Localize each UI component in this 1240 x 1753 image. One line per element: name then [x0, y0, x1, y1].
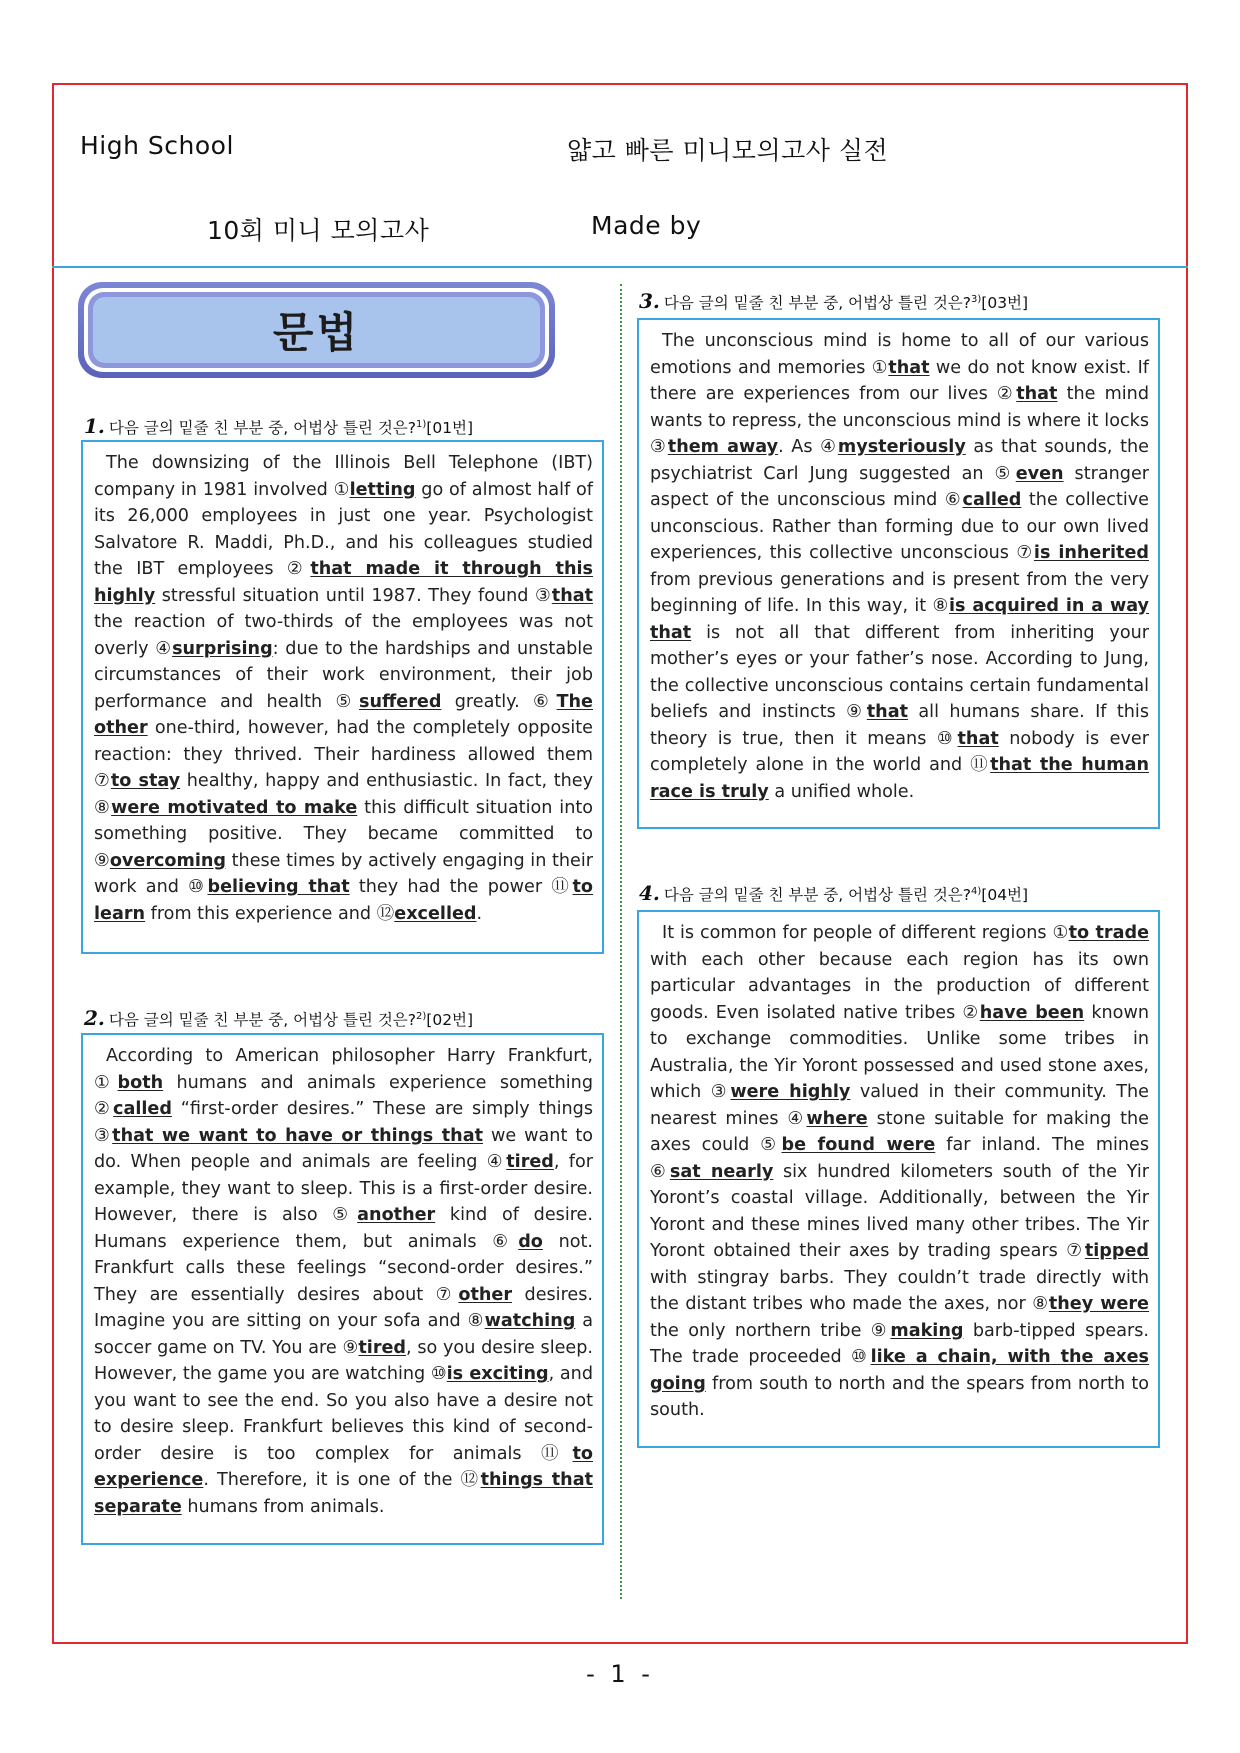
passage-text: humans from animals.: [181, 1496, 385, 1517]
underlined-choice: were highly: [730, 1082, 851, 1102]
made-by-label: Made by: [591, 211, 702, 240]
passage-text: , so you desire sleep. However, the game you are watching ⑩: [94, 1337, 594, 1384]
underlined-choice: letting: [349, 479, 416, 500]
page-number: - 1 -: [586, 1660, 654, 1688]
underlined-choice: that: [888, 357, 930, 378]
school-label: High School: [80, 131, 234, 160]
underlined-choice: were motivated to make: [111, 797, 358, 818]
passage-text: not. Frankfurt calls these feelings “second-order desires.” They are essentially desires about ⑦: [94, 1231, 594, 1305]
passage-text: six hundred kilometers south of the Yir Yoront’s coastal village. Additionally, between the Yir Yoront and these mines lived many other tribes. The Yir Yoront obtained their axes by trading spears ⑦: [650, 1161, 1149, 1261]
underlined-choice: tired: [506, 1152, 554, 1172]
passage-text: “first-order desires.” These are simply things ③: [94, 1099, 593, 1146]
question-4-passage: [650, 920, 1149, 1424]
passage-text: , for example, they want to sleep. This is a first-order desire. However, there is also ⑤: [94, 1152, 593, 1225]
underlined-choice: that made it through this highly: [94, 559, 593, 606]
question-1-passage: [94, 450, 593, 927]
underlined-choice: that we want to have or things that: [112, 1125, 483, 1146]
section-badge: [78, 282, 555, 378]
passage-text: stone suitable for making the axes could ⑤: [650, 1108, 1149, 1155]
round-title: 10회 미니 모의고사: [207, 216, 430, 245]
underlined-choice: watching: [484, 1311, 576, 1331]
underlined-choice: be found were: [781, 1135, 936, 1155]
passage-text: .: [476, 903, 483, 924]
passage-text: go of almost half of its 26,000 employees in just one year. Psychologist Salvatore R. Maddi, Ph.D., and his colleagues studied the IBT employees ②: [94, 479, 593, 579]
passage-text: The unconscious mind is home to all of our various emotions and memories ①: [650, 331, 1149, 378]
underlined-choice: that: [1016, 384, 1058, 404]
passage-text: It is common for people of different regions ①: [662, 923, 1069, 943]
underlined-choice: overcoming: [109, 850, 226, 871]
passage-text: with stingray barbs. They couldn’t trade directly with the distant tribes who made the axes, nor ⑧: [650, 1267, 1149, 1314]
passage-text: from south to north and the spears from north to south.: [650, 1373, 1149, 1420]
underlined-choice: to learn: [94, 877, 594, 924]
question-3-passage: [650, 328, 1149, 805]
underlined-choice: that: [866, 702, 908, 722]
passage-text: the reaction of two-thirds of the employees was not overly ④: [94, 612, 593, 659]
question-1-title: 1. 다음 글의 밑줄 친 부분 중, 어법상 틀린 것은?$^{1)}$[01번]: [84, 414, 474, 438]
underlined-choice: even: [1015, 463, 1064, 484]
passage-text: the only northern tribe ⑨: [650, 1320, 891, 1341]
underlined-choice: them away: [667, 437, 779, 457]
underlined-choice: things that separate: [94, 1470, 593, 1517]
underlined-choice: other: [458, 1284, 513, 1305]
underlined-choice: another: [357, 1205, 436, 1225]
passage-text: , and you want to see the end. So you also have a desire not to desire sleep. Frankfurt believes this kind of second-order desire is too complex for animals ⑪: [94, 1364, 593, 1464]
passage-text: stranger aspect of the unconscious mind ⑥: [650, 463, 1149, 510]
passage-text: we do not know exist. If there are experiences from our lives ②: [650, 357, 1149, 404]
underlined-choice: that: [551, 585, 593, 606]
passage-text: stressful situation until 1987. They found ③: [155, 585, 552, 606]
question-2-title: 2. 다음 글의 밑줄 친 부분 중, 어법상 틀린 것은?$^{2)}$[02번]: [84, 1006, 474, 1030]
passage-text: healthy, happy and enthusiastic. In fact, they ⑧: [94, 771, 593, 818]
passage-text: as that sounds, the psychiatrist Carl Jung suggested an ⑤: [650, 437, 1149, 484]
underlined-choice: The other: [94, 691, 593, 738]
series-title: 얇고 빠른 미니모의고사 실전: [567, 136, 889, 165]
underlined-choice: where: [806, 1108, 868, 1129]
underlined-choice: is acquired in a way that: [650, 596, 1149, 643]
underlined-choice: suffered: [359, 691, 442, 712]
passage-text: from this experience and ⑫: [145, 903, 395, 924]
passage-text: : due to the hardships and unstable circumstances of their work environment, their job performance and health ⑤: [94, 638, 593, 712]
passage-text: valued in their community. The nearest mines ④: [650, 1082, 1149, 1129]
underlined-choice: that the human race is truly: [650, 755, 1149, 802]
underlined-choice: to trade: [1068, 923, 1149, 943]
passage-text: According to American philosopher Harry Frankfurt, ①: [94, 1046, 593, 1093]
underlined-choice: surprising: [172, 638, 273, 659]
underlined-choice: mysteriously: [837, 437, 966, 457]
passage-text: all humans share. If this theory is true, then it means ⑩: [650, 702, 1149, 749]
underlined-choice: tipped: [1084, 1241, 1149, 1261]
question-3-title: 3. 다음 글의 밑줄 친 부분 중, 어법상 틀린 것은?$^{3)}$[03번]: [639, 289, 1029, 313]
underlined-choice: called: [113, 1099, 172, 1119]
passage-text: this difficult situation into something positive. They became committed to ⑨: [94, 797, 594, 871]
passage-text: far inland. The mines ⑥: [650, 1135, 1149, 1182]
passage-text: the collective unconscious. Rather than forming due to our own lived experiences, this collective unconscious ⑦: [650, 490, 1149, 563]
passage-text: . Therefore, it is one of the ⑫: [203, 1470, 481, 1490]
underlined-choice: tired: [358, 1337, 407, 1358]
passage-text: the mind wants to repress, the unconscious mind is where it locks ③: [650, 384, 1150, 457]
question-2-passage: [94, 1043, 593, 1520]
underlined-choice: to experience: [94, 1443, 593, 1490]
passage-text: these times by actively engaging in their work and ⑩: [94, 850, 593, 897]
underlined-choice: like a chain, with the axes going: [650, 1347, 1149, 1394]
underlined-choice: is exciting: [446, 1364, 549, 1384]
passage-text: barb-tipped spears. The trade proceeded ⑩: [650, 1320, 1149, 1367]
passage-text: we want to do. When people and animals are feeling ④: [94, 1125, 593, 1172]
passage-text: a unified whole.: [768, 781, 915, 802]
underlined-choice: sat nearly: [669, 1161, 774, 1182]
passage-text: nobody is ever completely alone in the world and ⑪: [650, 728, 1149, 775]
section-badge-label: 문법: [93, 297, 540, 363]
underlined-choice: they were: [1048, 1294, 1149, 1314]
passage-text: is not all that different from inheriting your mother’s eyes or your father’s nose. According to Jung, the collective unconscious contains certain fundamental beliefs and instincts ⑨: [650, 622, 1149, 722]
question-4-title: 4. 다음 글의 밑줄 친 부분 중, 어법상 틀린 것은?$^{4)}$[04번]: [639, 881, 1029, 905]
question-2-passage-box: [81, 1033, 604, 1545]
question-3-passage-box: [637, 318, 1160, 829]
underlined-choice: making: [890, 1320, 964, 1341]
underlined-choice: believing that: [207, 877, 350, 897]
question-1-passage-box: [81, 440, 604, 954]
passage-text: . As ④: [778, 437, 838, 457]
passage-text: kind of desire. Humans experience them, but animals ⑥: [94, 1205, 593, 1252]
underlined-choice: have been: [979, 1002, 1085, 1023]
passage-text: with each other because each region has its own particular advantages in the production of different goods. Even isolated native tribes ②: [650, 949, 1149, 1023]
passage-text: one-third, however, had the completely opposite reaction: they thrived. Their hardiness allowed them ⑦: [94, 718, 593, 791]
underlined-choice: that: [957, 728, 999, 749]
passage-text: they had the power ⑪: [349, 877, 573, 897]
passage-text: humans and animals experience something ②: [94, 1072, 593, 1119]
underlined-choice: is inherited: [1033, 543, 1149, 563]
underlined-choice: to stay: [110, 771, 181, 791]
passage-text: desires. Imagine you are sitting on your sofa and ⑧: [94, 1284, 594, 1331]
passage-text: known to exchange commodities. Unlike some tribes in Australia, the Yir Yoront possessed and used stone axes, which ③: [650, 1002, 1149, 1102]
underlined-choice: excelled: [394, 903, 477, 924]
passage-text: The downsizing of the Illinois Bell Telephone (IBT) company in 1981 involved ①: [94, 453, 593, 500]
question-4-passage-box: [637, 910, 1160, 1448]
underlined-choice: called: [962, 490, 1022, 510]
underlined-choice: do: [518, 1231, 543, 1252]
header-divider: [52, 266, 1188, 268]
passage-text: a soccer game on TV. You are ⑨: [94, 1311, 593, 1358]
passage-text: from previous generations and is present from the very beginning of life. In this way, it ⑧: [650, 569, 1149, 616]
underlined-choice: both: [117, 1072, 164, 1093]
column-divider: [620, 284, 622, 1599]
passage-text: greatly. ⑥: [441, 691, 557, 712]
